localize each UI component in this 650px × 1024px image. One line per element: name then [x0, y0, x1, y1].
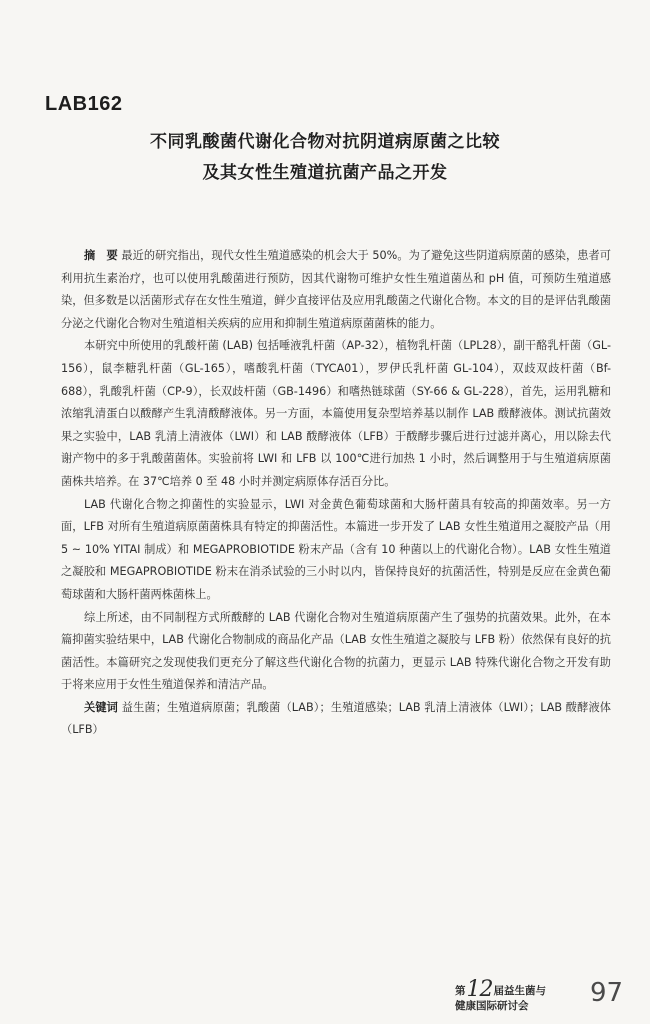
conference-line2: 健康国际研讨会 — [455, 1000, 529, 1012]
title-line-2: 及其女性生殖道抗菌产品之开发 — [202, 163, 448, 183]
keywords-label: 关键词 — [84, 700, 119, 714]
abstract-summary-text: 最近的研究指出，现代女性生殖道感染的机会大于 50%。为了避免这些阴道病原菌的感染，患者可利用抗生素治疗，也可以使用乳酸菌进行预防，因其代谢物可维护女性生殖道菌丛和 pH 值，可预防生殖道感染，但多数是以活菌形式存在女性生殖道，鲜少直接评估及应用乳酸菌之代谢化合物。本文的目的是评估乳酸菌分泌之代谢化合物对生殖道相关疾病的应用和抑制生殖道病原菌菌株的能力。 — [61, 249, 611, 330]
conference-name — [455, 977, 546, 1014]
conference-number: 12 — [466, 977, 493, 1002]
abstract-summary — [61, 245, 611, 335]
results-paragraph: LAB 代谢化合物之抑菌性的实验显示，LWI 对金黄色葡萄球菌和大肠杆菌具有较高的抑菌效率。另一方面，LFB 对所有生殖道病原菌菌株具有特定的抑菌活性。本篇进一步开发了 LAB 女性生殖道用之凝胶产品（用 5 ~ 10% YITAI 制成）和 MEGAPROBIOTIDE 粉末产品（含有 10 种菌以上的代谢化合物）。LAB 女性生殖道之凝胶和 MEGAPROBIOTIDE 粉末在消杀试验的三小时以内，皆保持良好的抗菌活性，特别是反应在金黄色葡萄球菌和大肠杆菌两株菌株上。 — [61, 497, 611, 601]
abstract-body — [61, 245, 611, 742]
keywords — [61, 697, 611, 742]
keywords-text: 益生菌；生殖道病原菌；乳酸菌（LAB）；生殖道感染；LAB 乳清上清液体（LWI）；LAB 酦酵液体（LFB） — [61, 700, 611, 737]
abstract-label: 摘 要 — [84, 249, 118, 262]
conference-line1: 届益生菌与 — [493, 985, 546, 997]
title-line-1: 不同乳酸菌代谢化合物对抗阴道病原菌之比较 — [150, 132, 500, 152]
page-footer — [445, 972, 645, 1022]
conclusion-paragraph: 综上所述，由不同制程方式所酦酵的 LAB 代谢化合物对生殖道病原菌产生了强势的抗菌效果。此外，在本篇抑菌实验结果中，LAB 代谢化合物制成的商品化产品（LAB 女性生殖道之凝胶与 LFB 粉）依然保有良好的抗菌活性。本篇研究之发现使我们更充分了解这些代谢化合物的抗菌力，更显示 LAB 特殊代谢化合物之开发有助于将来应用于女性生殖道保养和清洁产品。 — [61, 610, 611, 692]
page-number: 97 — [590, 978, 624, 1008]
conference-prefix: 第 — [455, 985, 466, 997]
abstract-code: LAB162 — [45, 93, 123, 115]
methods-paragraph: 本研究中所使用的乳酸杆菌 (LAB) 包括唾液乳杆菌（AP-32），植物乳杆菌（LPL28），副干酪乳杆菌（GL-156），鼠李糖乳杆菌（GL-165），嗜酸乳杆菌（TYCA01），罗伊氏乳杆菌 GL-104），双歧双歧杆菌（Bf-688），乳酸乳杆菌（CP-9），长双歧杆菌（GB-1496）和嗜热链球菌（SY-66 & GL-228），首先，运用乳糖和浓缩乳清蛋白以酦酵产生乳清酦酵液体。另一方面，本篇使用复杂型培养基以制作 LAB 酦酵液体。测试抗菌效果之实验中，LAB 乳清上清液体（LWI）和 LAB 酦酵液体（LFB）于酦酵步骤后进行过滤并离心，用以除去代谢产物中的多于乳酸菌菌体。实验前将 LWI 和 LFB 以 100℃进行加热 1 小时，然后调整用于与生殖道病原菌菌株共培养。在 37℃培养 0 至 48 小时并测定病原体存活百分比。 — [61, 339, 611, 488]
